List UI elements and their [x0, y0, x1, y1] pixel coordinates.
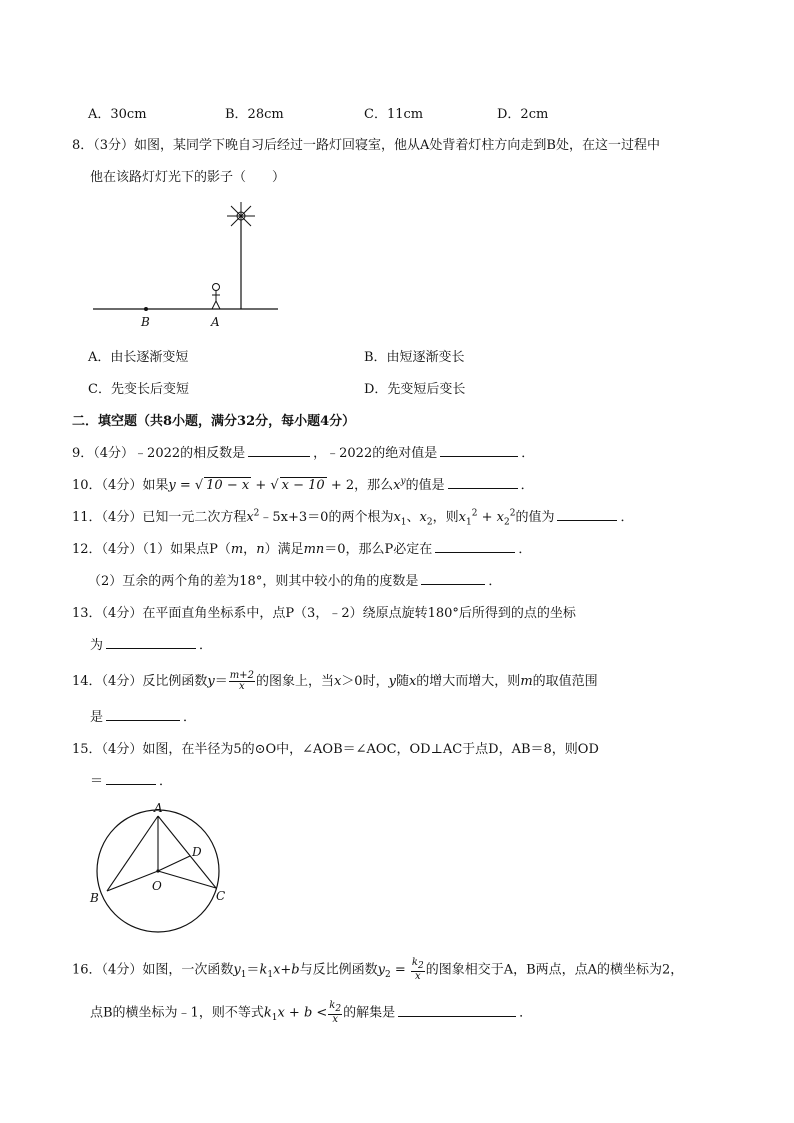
- q7-option-b: B．28cm: [225, 107, 284, 122]
- label-d: D: [192, 845, 202, 859]
- section-heading: 二．填空题（共8小题，满分32分，每小题4分）: [72, 414, 356, 429]
- q8-option-c: C．先变长后变短: [88, 382, 189, 397]
- label-b: B: [141, 315, 150, 329]
- circle-figure: [86, 798, 246, 938]
- q8-option-a: A．由长逐渐变短: [88, 350, 189, 365]
- q14-line1: 14．（4分）反比例函数y＝ $\frac{m+2}{x}$ 的图象上，当x＞0时，y随x的增大而增大，则m的取值范围: [72, 670, 598, 692]
- point-o: [156, 869, 159, 872]
- q8-option-b: B．由短逐渐变长: [364, 350, 465, 365]
- segment-ac: [158, 816, 216, 888]
- q12-blank-1: [435, 539, 515, 553]
- q10: 10．（4分）如果y = √ 10 − x + √ x − 10 + 2，那么$x^y$的值是 ．: [72, 476, 534, 493]
- q16-line1: 16．（4分）如图，一次函数$y_1=k_1x+b$与反比例函数$y_2$ = $\frac{k_2}{x}$ 的图象相交于A，B两点，点A的横坐标为2，: [72, 957, 684, 982]
- segment-oc: [158, 871, 216, 888]
- q15-blank: [106, 771, 156, 785]
- q10-blank: [448, 475, 518, 489]
- q9: 9．（4分）﹣2022的相反数是 ，﹣2022的绝对值是 ．: [72, 442, 534, 461]
- q14-blank: [106, 707, 180, 721]
- q14-line2: 是 ．: [90, 706, 196, 725]
- q9-blank-1: [248, 443, 310, 457]
- q12-line2: （2）互余的两个角的差为18°，则其中较小的角的度数是 ．: [88, 570, 501, 589]
- q16-line2: 点B的横坐标为﹣1，则不等式$k_1x + b$ < $\frac{k_2}{x}$ 的解集是 ．: [90, 1000, 533, 1025]
- q9-blank-2: [440, 443, 518, 457]
- q13-line1: 13．（4分）在平面直角坐标系中，点P（3，﹣2）绕原点旋转180°后所得到的点的坐标: [72, 606, 576, 621]
- q12-line1: 12．（4分）（1）如果点P（m，n）满足mn＝0，那么P必定在 ．: [72, 538, 531, 557]
- point-b: [144, 307, 148, 311]
- person-icon: [212, 284, 220, 310]
- q8-stem-line1: 8．（3分）如图，某同学下晚自习后经过一路灯回寝室，他从A处背着灯柱方向走到B处，在这一过程中: [72, 138, 660, 153]
- segment-od: [158, 856, 190, 871]
- q15-line1: 15．（4分）如图，在半径为5的⊙O中，∠AOB＝∠AOC，OD⊥AC于点D，AB＝8，则OD: [72, 742, 599, 757]
- q13-line2: 为 ．: [90, 634, 212, 653]
- q12-blank-2: [421, 571, 485, 585]
- q13-blank: [106, 635, 196, 649]
- q8-option-d: D．先变短后变长: [364, 382, 466, 397]
- label-b: B: [90, 891, 99, 905]
- label-c: C: [216, 889, 226, 903]
- lamp-icon: [227, 202, 255, 230]
- q8-stem-line2: 他在该路灯灯光下的影子（ ）: [90, 170, 286, 185]
- label-a: A: [211, 315, 220, 329]
- label-o: O: [152, 879, 162, 893]
- label-a: A: [154, 801, 163, 815]
- q7-option-a: A．30cm: [88, 107, 147, 122]
- q11-blank: [557, 507, 617, 521]
- q11: 11．（4分）已知一元二次方程$x^2﹣5x+3=0$的两个根为$x_1$、$x_2$，则$x_1^2 + x_2^2$的值为 ．: [72, 508, 634, 528]
- q7-option-c: C．11cm: [364, 107, 424, 122]
- q7-option-d: D．2cm: [497, 107, 549, 122]
- segment-bo: [107, 871, 158, 891]
- streetlight-figure: [88, 200, 288, 335]
- q15-line2: ＝ ．: [90, 770, 172, 789]
- q16-blank: [398, 1003, 516, 1017]
